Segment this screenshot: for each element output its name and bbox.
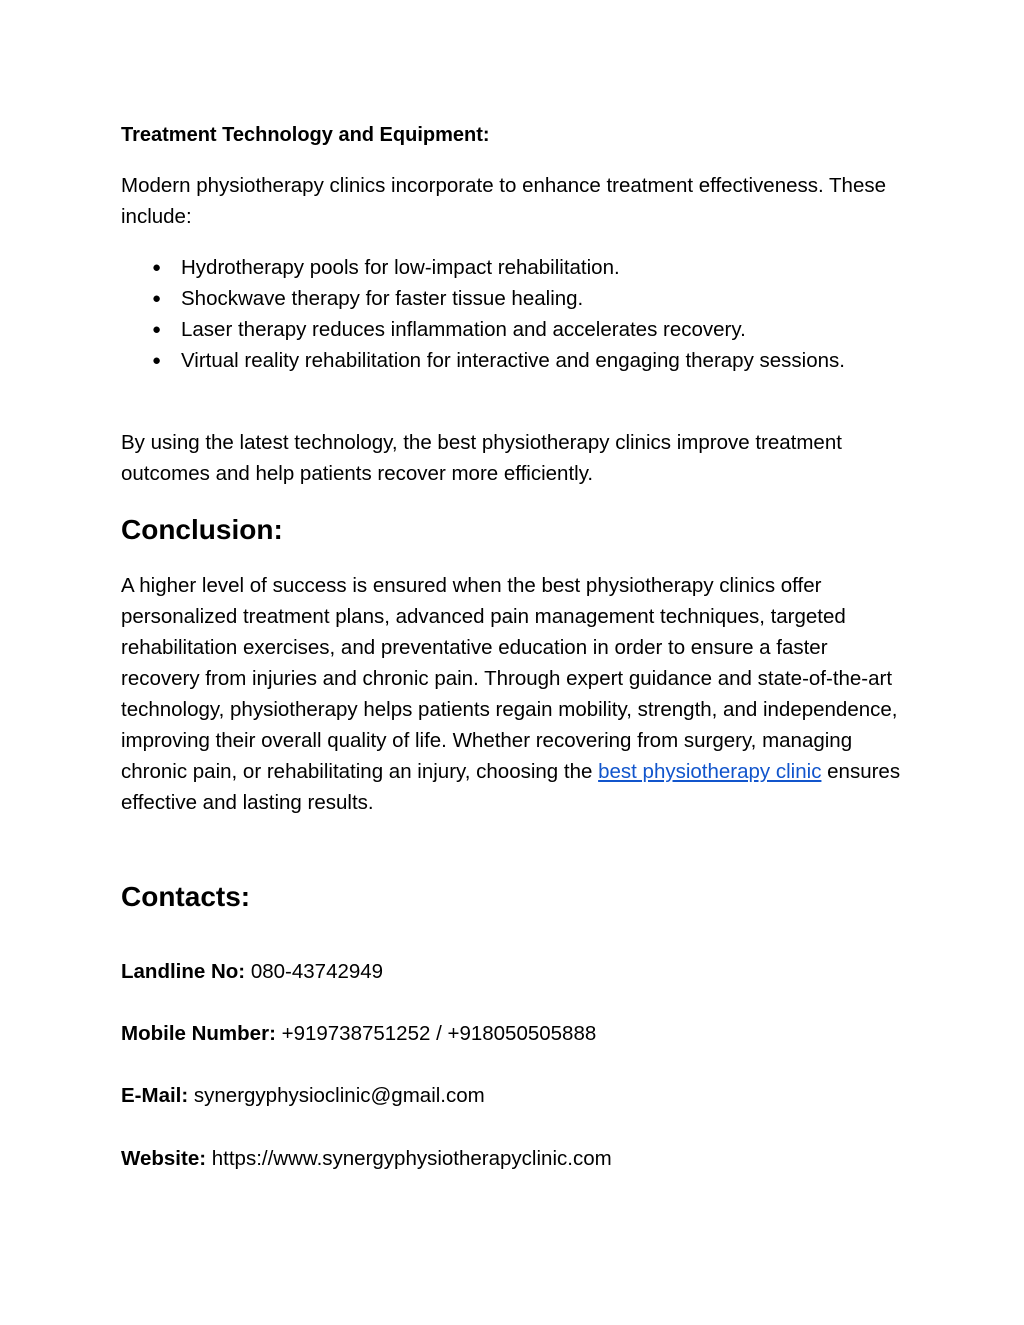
conclusion-text-end: ensures effective and lasting results. — [121, 760, 901, 814]
list-item-text: Virtual reality rehabilitation for interactive and engaging therapy sessions. — [181, 349, 845, 372]
list-item — [121, 252, 861, 283]
intro-paragraph: Modern physiotherapy clinics incorporate to enhance treatment effectiveness. These include: — [121, 174, 887, 228]
list-item — [121, 314, 861, 345]
website-label: Website: — [121, 1147, 207, 1170]
email-value: synergyphysioclinic@gmail.com — [188, 1084, 485, 1107]
bullet-marker: ● — [152, 259, 162, 276]
bullet-marker: ● — [152, 352, 162, 369]
bullet-marker: ● — [152, 321, 162, 338]
technology-list — [121, 252, 911, 376]
bullet-marker: ● — [152, 290, 162, 307]
list-item — [121, 345, 861, 376]
list-item-text: Hydrotherapy pools for low-impact rehabilitation. — [181, 256, 620, 279]
email-label: E-Mail: — [121, 1084, 189, 1107]
website-value: https://www.synergyphysiotherapyclinic.com — [206, 1147, 612, 1170]
website-contact — [121, 1144, 612, 1174]
outro-paragraph: By using the latest technology, the best physiotherapy clinics improve treatment outcomes and help patients recover more efficiently. — [121, 431, 842, 485]
section-title: Treatment Technology and Equipment: — [121, 124, 490, 146]
mobile-contact — [121, 1019, 596, 1049]
list-item-text: Laser therapy reduces inflammation and accelerates recovery. — [181, 318, 746, 341]
conclusion-heading: Conclusion: — [121, 514, 283, 545]
conclusion-paragraph — [121, 570, 911, 818]
contacts-heading: Contacts: — [121, 881, 251, 912]
best-physiotherapy-clinic-link[interactable]: best physiotherapy clinic — [598, 760, 822, 783]
landline-value: 080-43742949 — [245, 960, 384, 983]
conclusion-text-start: A higher level of success is ensured when the best physiotherapy clinics offer personalized treatment plans, advanced pain management techniques, targeted rehabilitation exercises, and preventative education in order to ensure a faster recovery from injuries and chronic pain. Through expert guidance and state-of-the-art technology, physiotherapy helps patients regain mobility, strength, and independence, improving their overall quality of life. Whether recovering from surgery, managing chronic pain, or rehabilitating an injury, choosing the — [121, 574, 898, 783]
mobile-label: Mobile Number: — [121, 1022, 276, 1045]
mobile-value: +919738751252 / +918050505888 — [275, 1022, 597, 1045]
list-item — [121, 283, 861, 314]
list-item-text: Shockwave therapy for faster tissue healing. — [181, 287, 584, 310]
email-contact — [121, 1081, 485, 1111]
landline-contact — [121, 957, 383, 987]
landline-label: Landline No: — [121, 960, 246, 983]
